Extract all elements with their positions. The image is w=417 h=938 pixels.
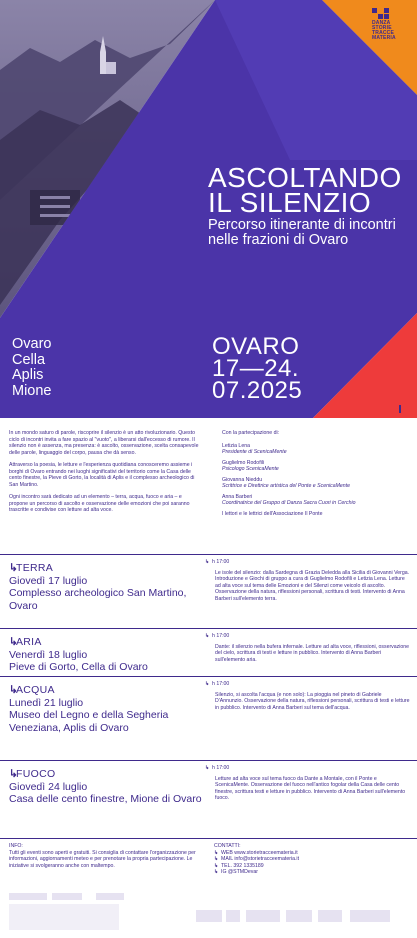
event-date-line: Venerdì 18 luglio bbox=[9, 648, 88, 661]
readers-note: I lettori e le lettrici dell'Associazione Il Ponte bbox=[222, 510, 323, 517]
event-date-line: Giovedì 17 luglio bbox=[9, 574, 88, 587]
arrow-icon: ↳ bbox=[214, 856, 219, 862]
event-body: Silenzio, si ascolta l'acqua (e non solo): La pioggia nel pineto di Gabriele D'Annunzio. Osservazione della natura, riflessioni personali, scrittura di testi e letture in pubblico. Intervento di Anna Barberi sul tema dell'acqua. bbox=[215, 691, 410, 711]
arrow-icon: ↳ bbox=[9, 562, 19, 574]
participant bbox=[222, 494, 412, 507]
sponsor-logo bbox=[52, 893, 82, 900]
website-link[interactable]: WEB www.storietracceemateria.it bbox=[221, 849, 298, 856]
event-body: Le isole del silenzio: dalla Sardegna di Grazia Deledda alla Sicilia di Giovanni Verga. Introduzione e Giochi di gruppo a cura di Guglielmo Rodofili e Letizia Lena. Letture ad alta voce sul tema delle Emozioni e del Silenzi come veicolo di ascolto. Osservazione della natura, riflessioni personali, scrittura di testi. Intervento di Anna Barberi sull'elemento terra. bbox=[215, 569, 410, 602]
event-place: Casa delle cento finestre, Mione di Ovaro bbox=[9, 793, 202, 805]
instagram-link[interactable]: IG @STMDevar bbox=[221, 869, 258, 875]
event-date-line: Giovedì 24 luglio bbox=[9, 780, 88, 793]
intro-paragraph: Attraverso la poesia, le letture e l'esperienza quotidiana conosceremo assieme i borghi di Ovaro entrando nei luoghi significativi del territorio come la Casa delle cento finestre, la Pieve di Gorto, la località di Aplis e il complesso archeologico di San Martino. bbox=[9, 462, 195, 488]
title-line-1: ASCOLTANDO bbox=[208, 162, 402, 193]
contacts-heading: CONTATTI: bbox=[214, 843, 241, 849]
sponsor-logo bbox=[96, 893, 124, 900]
logo-text-1: DANZA bbox=[372, 20, 391, 26]
participant-name: Anna Barberi bbox=[222, 493, 253, 500]
arrow-icon: ↳ bbox=[205, 765, 210, 771]
place-item: Cella bbox=[12, 351, 46, 368]
date-line-1: OVARO bbox=[212, 333, 300, 360]
participants-heading: Con la partecipazione di: bbox=[222, 430, 280, 436]
logo-text-2: STORIE bbox=[372, 25, 392, 31]
sponsor-logo bbox=[9, 893, 47, 900]
arrow-icon: ↳ bbox=[205, 559, 210, 565]
event-place: Pieve di Gorto, Cella di Ovaro bbox=[9, 661, 148, 673]
event-info bbox=[9, 636, 207, 674]
event-title bbox=[208, 162, 402, 218]
arrow-icon: ↳ bbox=[205, 633, 210, 639]
event-time: h 17:00 bbox=[212, 559, 230, 565]
event-place: Museo del Legno e della Segheria Veneziana, Aplis di Ovaro bbox=[9, 709, 169, 734]
event-element: TERRA bbox=[16, 562, 54, 574]
place-item: Aplis bbox=[12, 367, 44, 383]
event-info bbox=[9, 562, 207, 612]
intro-text bbox=[9, 430, 199, 520]
event-terra bbox=[0, 554, 417, 612]
logo-mark-icon bbox=[372, 8, 412, 19]
date-line-2: 17—24. bbox=[212, 355, 300, 382]
sponsor-logo bbox=[196, 910, 222, 922]
sponsor-logo bbox=[350, 910, 390, 922]
side-mark bbox=[399, 405, 401, 413]
participant bbox=[222, 460, 412, 473]
participant bbox=[222, 477, 412, 490]
participant-role: Scrittrice e Direttrice artistica del Ponte e ScenicaMente bbox=[222, 483, 351, 489]
event-place: Complesso archeologico San Martino, Ovaro bbox=[9, 587, 187, 612]
sponsor-logo bbox=[286, 910, 312, 922]
event-description bbox=[205, 765, 410, 802]
intro-paragraph: Ogni incontro sarà dedicato ad un elemento – terra, acqua, fuoco e aria – e propone un percorso di ascolto e osservazione delle emozioni che poi saranno trascritte e condivise con letture ad alta voce. bbox=[9, 494, 190, 513]
phone-link[interactable]: TEL. 392 1335189 bbox=[221, 862, 264, 869]
event-info bbox=[9, 684, 207, 734]
arrow-icon: ↳ bbox=[205, 681, 210, 687]
event-date-line: Lunedì 21 luglio bbox=[9, 696, 84, 709]
event-description bbox=[205, 633, 410, 663]
event-aria bbox=[0, 628, 417, 679]
church-tower bbox=[100, 52, 106, 74]
event-subtitle: Percorso itinerante di incontri nelle frazioni di Ovaro bbox=[208, 217, 396, 248]
organization-logo bbox=[372, 8, 412, 41]
place-item: Mione bbox=[12, 382, 52, 399]
info-text: Tutti gli eventi sono aperti e gratuiti. Si consiglia di contattare l'organizzazione per informazioni, aggiornamenti meteo e per prenotare la propria partecipazione. Le iniziative si svolgeranno anche con maltempo. bbox=[9, 849, 196, 869]
participant bbox=[222, 443, 412, 456]
event-element: FUOCO bbox=[16, 768, 56, 780]
participant-name: Guglielmo Rodofili bbox=[222, 459, 265, 466]
event-description bbox=[205, 681, 410, 711]
event-time: h 17:00 bbox=[212, 765, 230, 771]
arrow-icon: ↳ bbox=[214, 869, 219, 875]
intro-paragraph: In un mondo saturo di parole, riscoprire il silenzio è un atto rivoluzionario. Questo ciclo di incontri invita a fare spazio al "vuoto", a liberarsi dall'eccesso di rumore. Il silenzio non è assenza, ma presenza: è ascolto, osservazione, scelta consapevole delle parole, linguaggio del corpo, pausa che dà senso. bbox=[9, 430, 199, 456]
participant-role: Coordinatrice del Gruppo di Danza Sacra Cuori in Cerchio bbox=[222, 500, 356, 506]
event-time: h 17:00 bbox=[212, 633, 230, 639]
event-body: Letture ad alta voce sul tema fuoco da Dante a Montale, con il Ponte e ScenicaMente. Osservazione del fuoco nell'antico fogolar della Casa delle cento finestre, scrittura testi e letture in pubblico. Intervento di Anna Barberi sull'elemento fuoco. bbox=[215, 775, 406, 801]
event-info bbox=[9, 768, 207, 806]
logo-text-4: MATERIA bbox=[372, 35, 396, 41]
contacts-block bbox=[214, 843, 404, 876]
event-element: ACQUA bbox=[16, 684, 55, 696]
event-description bbox=[205, 559, 410, 602]
date-line-3: 07.2025 bbox=[212, 377, 303, 404]
event-date bbox=[212, 333, 303, 404]
sponsor-logo bbox=[318, 910, 342, 922]
participant-name: Letizia Lena bbox=[222, 442, 250, 449]
event-acqua bbox=[0, 676, 417, 763]
participant-role: Psicologo ScenicaMente bbox=[222, 466, 279, 472]
sponsor-logo bbox=[246, 910, 280, 922]
email-link[interactable]: MAIL info@storietracceemateria.it bbox=[221, 856, 300, 862]
arrow-icon: ↳ bbox=[9, 636, 19, 648]
hero-banner bbox=[0, 0, 417, 418]
arrow-icon: ↳ bbox=[214, 862, 219, 869]
info-block bbox=[9, 843, 209, 869]
participants-block bbox=[222, 430, 412, 521]
places-list bbox=[12, 337, 52, 399]
event-body: Dante: il silenzio nella bufera infernale. Letture ad alta voce, riflessioni, osservazione del cielo, scrittura di testi e letture in pubblico. Intervento di Anna Barberi sull'elemento aria. bbox=[215, 643, 410, 663]
arrow-icon: ↳ bbox=[9, 768, 19, 780]
event-element: ARIA bbox=[16, 636, 42, 648]
arrow-icon: ↳ bbox=[214, 849, 219, 856]
event-fuoco bbox=[0, 760, 417, 839]
participant-name: Giovanna Nieddu bbox=[222, 476, 263, 483]
participant-role: Presidente di ScenicaMente bbox=[222, 449, 287, 455]
logo-text-3: TRACCE bbox=[372, 30, 395, 36]
place-item: Ovaro bbox=[12, 336, 52, 352]
footer bbox=[0, 838, 417, 893]
arrow-icon: ↳ bbox=[9, 684, 19, 696]
event-time: h 17:00 bbox=[212, 681, 230, 687]
info-heading: INFO: bbox=[9, 843, 23, 849]
sponsor-fine-print-block bbox=[9, 904, 119, 930]
sponsor-logo bbox=[226, 910, 240, 922]
title-line-2: IL SILENZIO bbox=[208, 187, 372, 218]
